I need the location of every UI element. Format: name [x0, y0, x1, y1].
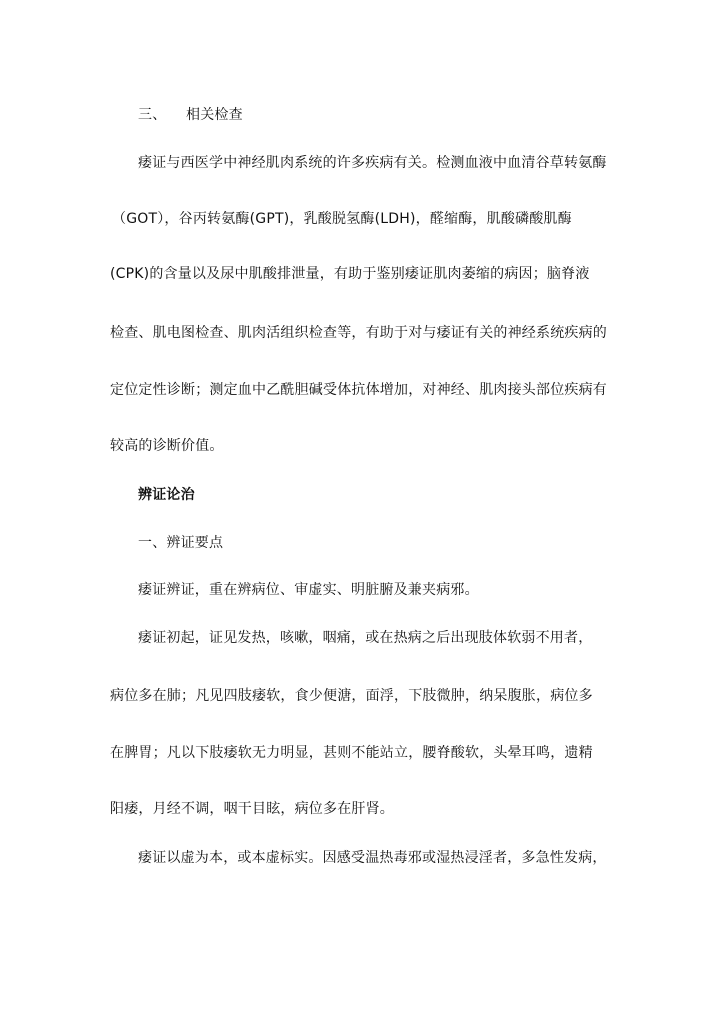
paragraph-line: 痿证初起，证见发热，咳嗽，咽痛，或在热病之后出现肢体软弱不用者， — [138, 630, 593, 646]
paragraph-line: 阳痿，月经不调，咽干目眩，病位多在肝肾。 — [110, 801, 394, 817]
paragraph-line: 在脾胃；凡以下肢痿软无力明显，甚则不能站立，腰脊酸软，头晕耳鸣，遗精 — [110, 745, 593, 761]
paragraph-line: 检查、肌电图检查、肌肉活组织检查等，有助于对与痿证有关的神经系统疾病的 — [110, 325, 607, 341]
paragraph-line: 痿证辨证，重在辨病位、审虚实、明脏腑及兼夹病邪。 — [138, 582, 479, 598]
section-number: 三、 — [138, 107, 167, 123]
section-title: 相关检查 — [186, 107, 243, 123]
subheading-key-points: 一、辨证要点 — [138, 535, 224, 551]
paragraph-line: 病位多在肺；凡见四肢痿软，食少便溏，面浮，下肢微肿，纳呆腹胀，病位多 — [110, 688, 593, 704]
paragraph-line: 痿证以虚为本，或本虚标实。因感受温热毒邪或湿热浸淫者，多急性发病， — [138, 850, 607, 866]
heading-diagnosis-treatment: 辨证论治 — [138, 487, 195, 503]
paragraph-line: (CPK)的含量以及尿中肌酸排泄量，有助于鉴别痿证肌肉萎缩的病因；脑脊液 — [110, 266, 590, 282]
section-heading — [138, 105, 620, 125]
paragraph-line: 定位定性诊断；测定血中乙酰胆碱受体抗体增加，对神经、肌肉接头部位疾病有 — [110, 382, 607, 398]
paragraph-line: （GOT），谷丙转氨酶(GPT)，乳酸脱氢酶(LDH)，醛缩酶，肌酸磷酸肌酶 — [112, 211, 572, 227]
paragraph-line: 较高的诊断价值。 — [110, 438, 224, 454]
paragraph-line: 痿证与西医学中神经肌肉系统的许多疾病有关。检测血液中血清谷草转氨酶 — [138, 155, 607, 171]
